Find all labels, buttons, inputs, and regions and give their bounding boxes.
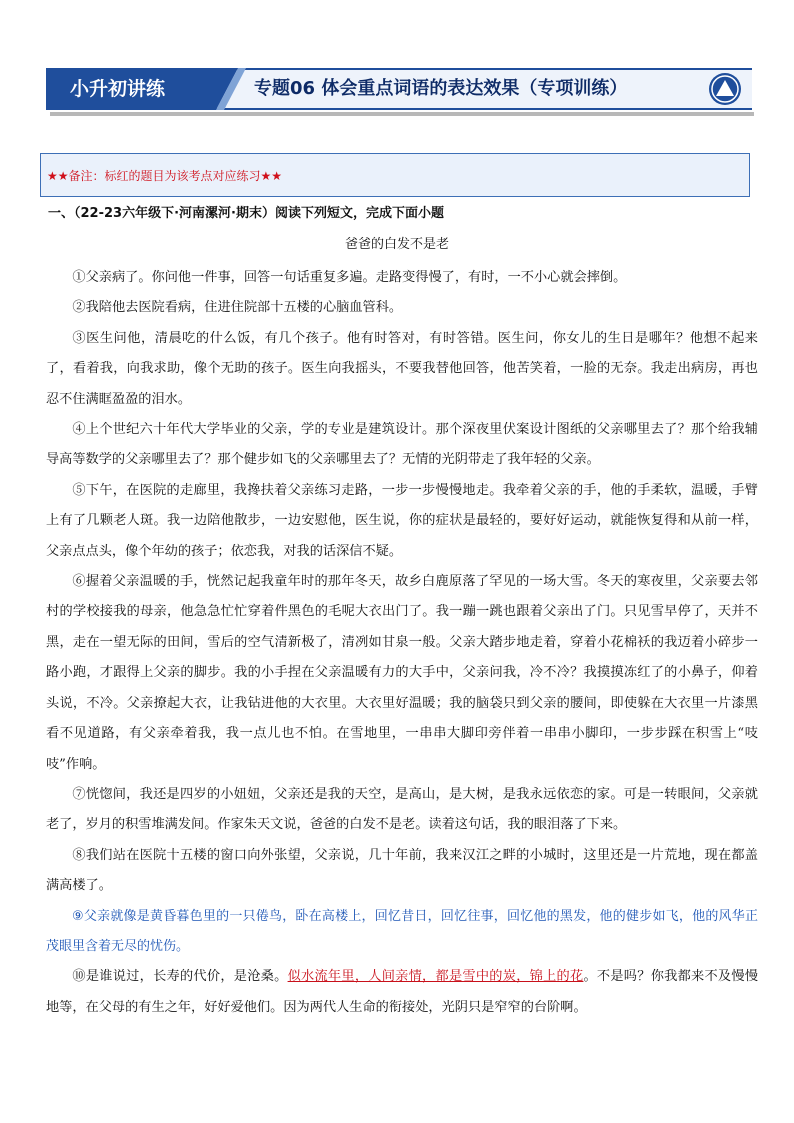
paragraph-2: ②我陪他去医院看病，住进住院部十五楼的心脑血管科。 [72,300,403,316]
header-tag: 小升初讲练 [46,68,216,110]
paragraph-10-underlined-sentence: 似水流年里，人间亲情，都是雪中的炭，锦上的花 [287,969,584,985]
article-title: 爸爸的白发不是老 [344,237,449,252]
header-divider [216,68,246,110]
paragraph-3: ③医生问他，清晨吃的什么饭，有几个孩子。他有时答对，有时答错。医生问，你女儿的生日是哪年？他想不起来了，看着我，向我求助，像个无助的孩子。医生向我摇头，不要我替他回答，他苦笑着，一脸的无奈。我走出病房，再也忍不住满眶盈盈的泪水。 [46,330,758,407]
header-shadow [50,112,754,116]
paragraph-10-start: ⑩是谁说过，长寿的代价，是沧桑。 [72,969,288,985]
paragraph-10-end: 。不是吗？你我都来不及慢慢地等，在父母的有生之年，好好爱他们。因为两代人生命的衔接处，光阴只是窄窄的台阶啊。 [46,969,759,1015]
paragraph-8: ⑧我们站在医院十五楼的窗口向外张望，父亲说，几十年前，我来汉江之畔的小城时，这里还是一片荒地，现在都盖满高楼了。 [46,847,758,894]
header-title: 专题06 体会重点词语的表达效果（专项训练） [254,78,628,99]
paragraph-10 [46,962,758,1023]
paragraph-9-highlighted: ⑨父亲就像是黄昏暮色里的一只倦鸟，卧在高楼上，回忆昔日，回忆往事，回忆他的黑发，他的健步如飞，他的风华正茂眼里含着无尽的忧伤。 [46,908,758,954]
article-body [46,263,758,1023]
triangle-icon [708,72,742,106]
paragraph-6: ⑥握着父亲温暖的手，恍然记起我童年时的那年冬天，故乡白鹿原落了罕见的一场大雪。冬天的寒夜里，父亲要去邻村的学校接我的母亲，他急急忙忙穿着件黑色的毛呢大衣出门了。我一蹦一跳也跟着父亲出了门。只见雪早停了，天并不黑，走在一望无际的田间，雪后的空气清新极了，清冽如甘泉一般。父亲大踏步地走着，穿着小花棉袄的我迈着小碎步一路小跑，才跟得上父亲的脚步。我的小手捏在父亲温暖有力的大手中，父亲问我，冷不冷？我摸摸冻红了的小鼻子，仰着头说，不冷。父亲撩起大衣，让我钻进他的大衣里。大衣里好温暖；我的脑袋只到父亲的腰间，即使躲在大衣里一片漆黑看不见道路，有父亲牵着我，我一点儿也不怕。在雪地里，一串串大脚印旁伴着一串串小脚印，一步步踩在积雪上“吱吱”作响。 [46,574,758,772]
question-heading: 一、（22-23六年级下·河南漯河·期末）阅读下列短文，完成下面小题 [48,206,444,221]
paragraph-5: ⑤下午，在医院的走廊里，我搀扶着父亲练习走路，一步一步慢慢地走。我牵着父亲的手，他的手柔软，温暖，手臂上有了几颗老人斑。我一边陪他散步，一边安慰他，医生说，你的症状是最轻的，要好好运动，就能恢复得和从前一样，父亲点点头，像个年幼的孩子；依恋我，对我的话深信不疑。 [46,482,758,559]
paragraph-7: ⑦恍惚间，我还是四岁的小妞妞，父亲还是我的天空，是高山，是大树，是我永远依恋的家。可是一转眼间，父亲就老了，岁月的积雪堆满发间。作家朱天文说，爸爸的白发不是老。读着这句话，我的眼泪落了下来。 [46,786,758,833]
page-header [46,68,752,110]
paragraph-4: ④上个世纪六十年代大学毕业的父亲，学的专业是建筑设计。那个深夜里伏案设计图纸的父亲哪里去了？那个给我辅导高等数学的父亲哪里去了？那个健步如飞的父亲哪里去了？无情的光阴带走了我年轻的父亲。 [46,422,758,468]
paragraph-1: ①父亲病了。你问他一件事，回答一句话重复多遍。走路变得慢了，有时，一不小心就会摔倒。 [72,270,627,285]
note-box: ★★备注：标红的题目为该考点对应练习★★ [40,153,750,197]
